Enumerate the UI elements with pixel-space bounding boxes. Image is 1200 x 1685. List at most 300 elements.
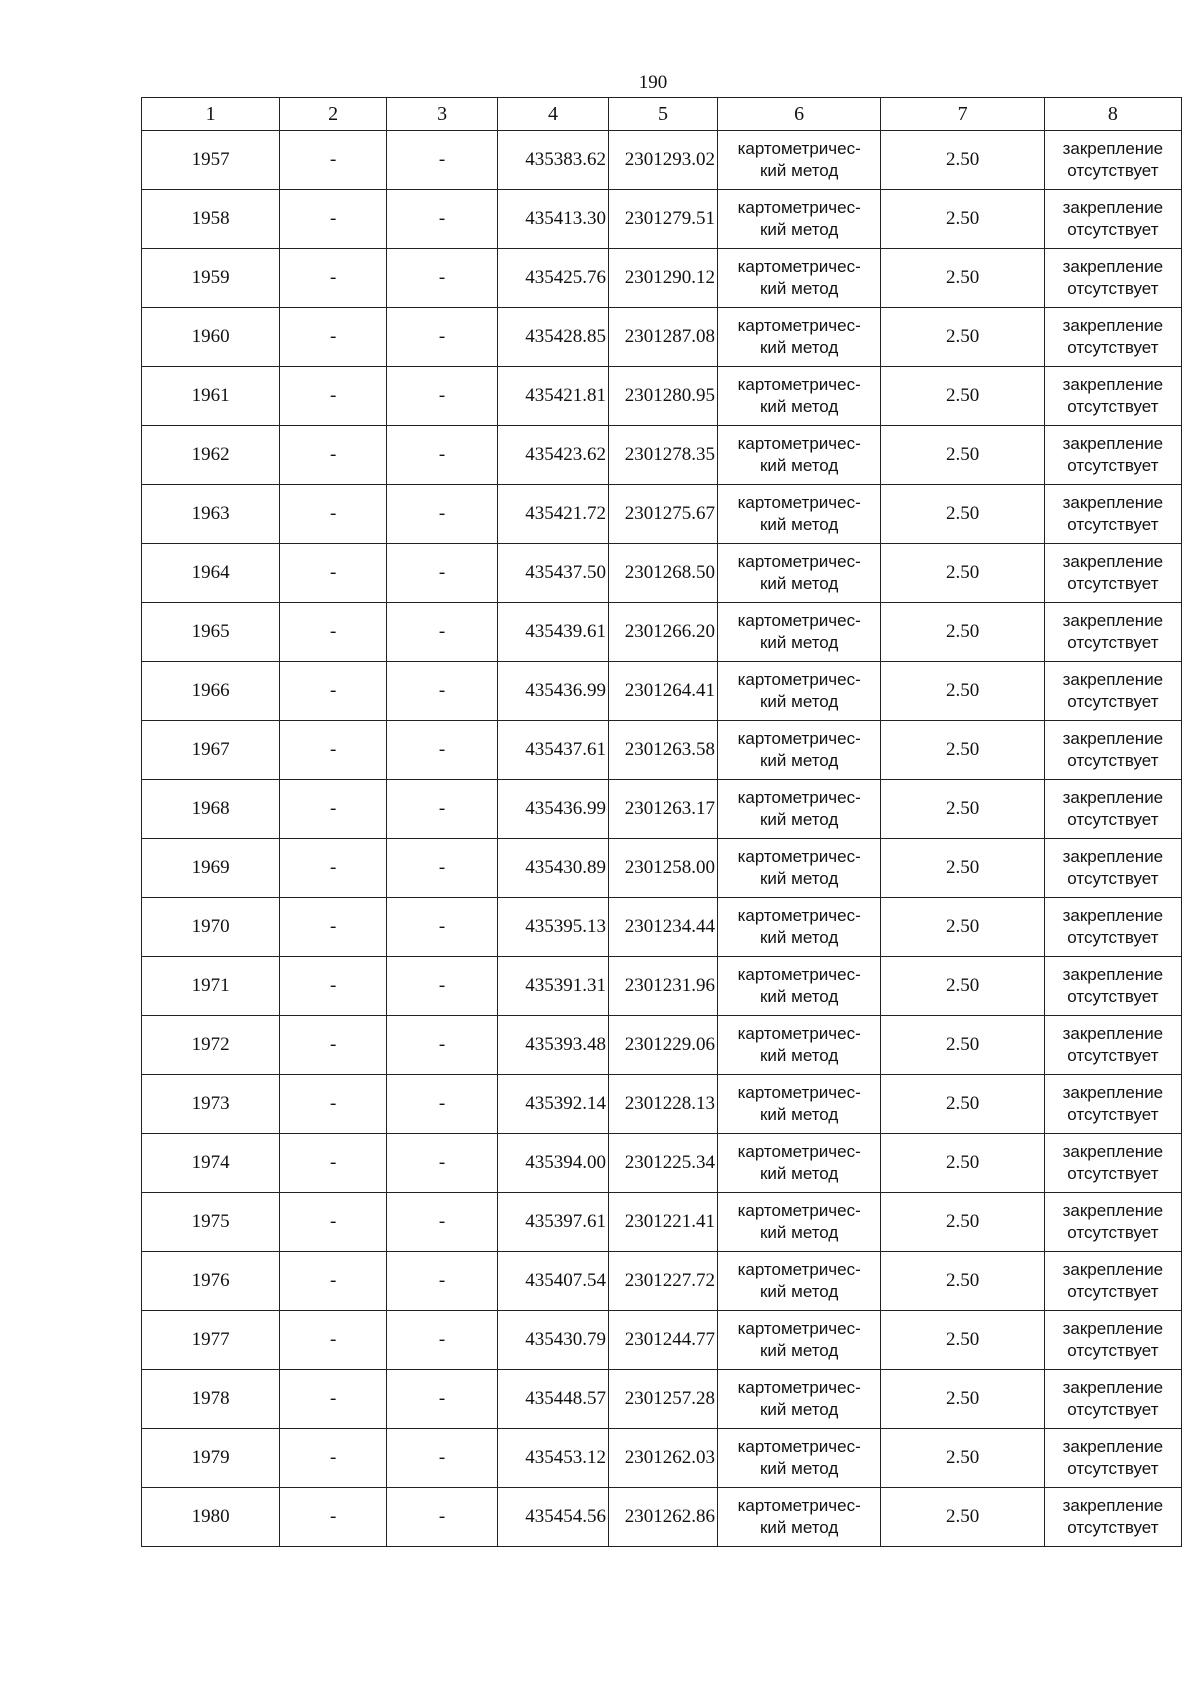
column-header: 2: [280, 98, 387, 131]
col2-cell: -: [280, 957, 387, 1016]
accuracy-cell: 2.50: [881, 603, 1044, 662]
y-coordinate: 2301244.77: [609, 1311, 718, 1370]
fixation-line-2: отсутствует: [1067, 869, 1159, 888]
method-cell: [717, 957, 880, 1016]
point-number: 1964: [142, 544, 280, 603]
col3-cell: -: [387, 367, 498, 426]
method-line-2: кий метод: [759, 869, 839, 888]
method-line-2: кий метод: [759, 279, 839, 298]
column-header: 7: [881, 98, 1044, 131]
accuracy-cell: 2.50: [881, 485, 1044, 544]
col2-cell: -: [280, 1311, 387, 1370]
table-row: [142, 308, 1182, 367]
method-line-2: кий метод: [759, 338, 839, 357]
y-coordinate: 2301225.34: [609, 1134, 718, 1193]
method-line-1: картометричес-: [737, 316, 861, 335]
fixation-cell: [1044, 1370, 1181, 1429]
table-row: [142, 485, 1182, 544]
method-cell: [717, 839, 880, 898]
col2-cell: -: [280, 898, 387, 957]
method-line-2: кий метод: [759, 574, 839, 593]
point-number: 1966: [142, 662, 280, 721]
x-coordinate: 435413.30: [498, 190, 609, 249]
fixation-cell: [1044, 1252, 1181, 1311]
point-number: 1974: [142, 1134, 280, 1193]
method-line-2: кий метод: [759, 1046, 839, 1065]
fixation-line-2: отсутствует: [1067, 1046, 1159, 1065]
fixation-line-2: отсутствует: [1067, 338, 1159, 357]
accuracy-cell: 2.50: [881, 1134, 1044, 1193]
y-coordinate: 2301264.41: [609, 662, 718, 721]
col2-cell: -: [280, 426, 387, 485]
fixation-line-1: закрепление: [1062, 316, 1164, 335]
method-line-1: картометричес-: [737, 1378, 861, 1397]
col2-cell: -: [280, 839, 387, 898]
table-row: [142, 1488, 1182, 1547]
table-row: [142, 662, 1182, 721]
y-coordinate: 2301290.12: [609, 249, 718, 308]
fixation-line-1: закрепление: [1062, 1083, 1164, 1102]
fixation-cell: [1044, 662, 1181, 721]
fixation-line-1: закрепление: [1062, 434, 1164, 453]
table-row: [142, 1429, 1182, 1488]
table-row: [142, 1252, 1182, 1311]
method-line-2: кий метод: [759, 1282, 839, 1301]
table-row: [142, 721, 1182, 780]
table-row: [142, 1311, 1182, 1370]
method-line-2: кий метод: [759, 1341, 839, 1360]
fixation-line-1: закрепление: [1062, 1142, 1164, 1161]
table-row: [142, 249, 1182, 308]
x-coordinate: 435430.79: [498, 1311, 609, 1370]
fixation-line-2: отсутствует: [1067, 1400, 1159, 1419]
accuracy-cell: 2.50: [881, 1311, 1044, 1370]
col2-cell: -: [280, 485, 387, 544]
column-header: 1: [142, 98, 280, 131]
table-body: [142, 131, 1182, 1547]
table-row: [142, 839, 1182, 898]
col2-cell: -: [280, 1075, 387, 1134]
x-coordinate: 435430.89: [498, 839, 609, 898]
method-cell: [717, 1252, 880, 1311]
fixation-line-2: отсутствует: [1067, 1518, 1159, 1537]
fixation-line-2: отсутствует: [1067, 810, 1159, 829]
col2-cell: -: [280, 1429, 387, 1488]
fixation-line-1: закрепление: [1062, 1319, 1164, 1338]
fixation-cell: [1044, 190, 1181, 249]
method-line-1: картометричес-: [737, 611, 861, 630]
point-number: 1970: [142, 898, 280, 957]
fixation-line-1: закрепление: [1062, 965, 1164, 984]
fixation-line-2: отсутствует: [1067, 1105, 1159, 1124]
fixation-line-1: закрепление: [1062, 729, 1164, 748]
col3-cell: -: [387, 1193, 498, 1252]
y-coordinate: 2301263.17: [609, 780, 718, 839]
point-number: 1967: [142, 721, 280, 780]
y-coordinate: 2301275.67: [609, 485, 718, 544]
accuracy-cell: 2.50: [881, 1488, 1044, 1547]
method-line-2: кий метод: [759, 928, 839, 947]
point-number: 1978: [142, 1370, 280, 1429]
method-line-1: картометричес-: [737, 1083, 861, 1102]
fixation-line-2: отсутствует: [1067, 1223, 1159, 1242]
x-coordinate: 435436.99: [498, 780, 609, 839]
col3-cell: -: [387, 308, 498, 367]
accuracy-cell: 2.50: [881, 957, 1044, 1016]
col2-cell: -: [280, 1193, 387, 1252]
y-coordinate: 2301258.00: [609, 839, 718, 898]
fixation-line-2: отсутствует: [1067, 633, 1159, 652]
fixation-line-2: отсутствует: [1067, 574, 1159, 593]
x-coordinate: 435397.61: [498, 1193, 609, 1252]
point-number: 1968: [142, 780, 280, 839]
col2-cell: -: [280, 190, 387, 249]
y-coordinate: 2301278.35: [609, 426, 718, 485]
column-header: 3: [387, 98, 498, 131]
fixation-cell: [1044, 131, 1181, 190]
accuracy-cell: 2.50: [881, 249, 1044, 308]
fixation-line-1: закрепление: [1062, 198, 1164, 217]
col3-cell: -: [387, 1370, 498, 1429]
method-cell: [717, 1311, 880, 1370]
fixation-cell: [1044, 839, 1181, 898]
method-line-2: кий метод: [759, 220, 839, 239]
accuracy-cell: 2.50: [881, 780, 1044, 839]
fixation-line-2: отсутствует: [1067, 161, 1159, 180]
method-line-1: картометричес-: [737, 1201, 861, 1220]
point-number: 1965: [142, 603, 280, 662]
method-cell: [717, 1134, 880, 1193]
method-line-1: картометричес-: [737, 139, 861, 158]
col3-cell: -: [387, 1252, 498, 1311]
method-cell: [717, 898, 880, 957]
y-coordinate: 2301234.44: [609, 898, 718, 957]
y-coordinate: 2301229.06: [609, 1016, 718, 1075]
method-line-2: кий метод: [759, 987, 839, 1006]
col2-cell: -: [280, 1370, 387, 1429]
fixation-cell: [1044, 544, 1181, 603]
col3-cell: -: [387, 249, 498, 308]
point-number: 1961: [142, 367, 280, 426]
fixation-line-2: отсутствует: [1067, 928, 1159, 947]
method-line-2: кий метод: [759, 456, 839, 475]
method-line-1: картометричес-: [737, 847, 861, 866]
col2-cell: -: [280, 603, 387, 662]
method-line-1: картометричес-: [737, 906, 861, 925]
fixation-line-1: закрепление: [1062, 1496, 1164, 1515]
x-coordinate: 435425.76: [498, 249, 609, 308]
fixation-cell: [1044, 957, 1181, 1016]
x-coordinate: 435437.50: [498, 544, 609, 603]
y-coordinate: 2301227.72: [609, 1252, 718, 1311]
method-cell: [717, 190, 880, 249]
method-line-2: кий метод: [759, 1518, 839, 1537]
fixation-line-2: отсутствует: [1067, 751, 1159, 770]
table-row: [142, 780, 1182, 839]
method-line-2: кий метод: [759, 1223, 839, 1242]
col2-cell: -: [280, 662, 387, 721]
col2-cell: -: [280, 721, 387, 780]
method-cell: [717, 544, 880, 603]
table-row: [142, 957, 1182, 1016]
point-number: 1960: [142, 308, 280, 367]
point-number: 1976: [142, 1252, 280, 1311]
fixation-line-1: закрепление: [1062, 139, 1164, 158]
column-header: 5: [609, 98, 718, 131]
method-cell: [717, 249, 880, 308]
accuracy-cell: 2.50: [881, 1429, 1044, 1488]
y-coordinate: 2301221.41: [609, 1193, 718, 1252]
col2-cell: -: [280, 367, 387, 426]
table-row: [142, 898, 1182, 957]
x-coordinate: 435448.57: [498, 1370, 609, 1429]
point-number: 1959: [142, 249, 280, 308]
col2-cell: -: [280, 544, 387, 603]
fixation-cell: [1044, 898, 1181, 957]
method-cell: [717, 426, 880, 485]
fixation-cell: [1044, 1134, 1181, 1193]
x-coordinate: 435407.54: [498, 1252, 609, 1311]
col3-cell: -: [387, 485, 498, 544]
method-line-2: кий метод: [759, 515, 839, 534]
fixation-cell: [1044, 721, 1181, 780]
page-number: 190: [638, 72, 668, 93]
y-coordinate: 2301287.08: [609, 308, 718, 367]
col3-cell: -: [387, 662, 498, 721]
y-coordinate: 2301262.03: [609, 1429, 718, 1488]
accuracy-cell: 2.50: [881, 367, 1044, 426]
method-cell: [717, 780, 880, 839]
method-cell: [717, 308, 880, 367]
fixation-cell: [1044, 603, 1181, 662]
col2-cell: -: [280, 131, 387, 190]
accuracy-cell: 2.50: [881, 1016, 1044, 1075]
fixation-line-2: отсутствует: [1067, 1341, 1159, 1360]
method-line-2: кий метод: [759, 1164, 839, 1183]
accuracy-cell: 2.50: [881, 898, 1044, 957]
fixation-line-2: отсутствует: [1067, 456, 1159, 475]
fixation-line-1: закрепление: [1062, 1201, 1164, 1220]
table-row: [142, 426, 1182, 485]
method-line-1: картометричес-: [737, 493, 861, 512]
method-line-1: картометричес-: [737, 965, 861, 984]
col3-cell: -: [387, 1016, 498, 1075]
method-line-1: картометричес-: [737, 1437, 861, 1456]
method-line-1: картометричес-: [737, 670, 861, 689]
accuracy-cell: 2.50: [881, 1252, 1044, 1311]
point-number: 1973: [142, 1075, 280, 1134]
accuracy-cell: 2.50: [881, 662, 1044, 721]
fixation-cell: [1044, 780, 1181, 839]
method-line-1: картометричес-: [737, 729, 861, 748]
column-header: 8: [1044, 98, 1181, 131]
x-coordinate: 435428.85: [498, 308, 609, 367]
fixation-cell: [1044, 1429, 1181, 1488]
col3-cell: -: [387, 603, 498, 662]
fixation-line-1: закрепление: [1062, 1024, 1164, 1043]
point-number: 1958: [142, 190, 280, 249]
col3-cell: -: [387, 721, 498, 780]
accuracy-cell: 2.50: [881, 131, 1044, 190]
table-row: [142, 367, 1182, 426]
x-coordinate: 435395.13: [498, 898, 609, 957]
table-row: [142, 1075, 1182, 1134]
col3-cell: -: [387, 1075, 498, 1134]
table-row: [142, 1016, 1182, 1075]
method-line-2: кий метод: [759, 810, 839, 829]
fixation-cell: [1044, 426, 1181, 485]
point-number: 1979: [142, 1429, 280, 1488]
fixation-line-2: отсутствует: [1067, 1282, 1159, 1301]
accuracy-cell: 2.50: [881, 721, 1044, 780]
fixation-cell: [1044, 249, 1181, 308]
point-number: 1977: [142, 1311, 280, 1370]
method-cell: [717, 1075, 880, 1134]
method-line-1: картометричес-: [737, 1496, 861, 1515]
method-line-1: картометричес-: [737, 552, 861, 571]
fixation-cell: [1044, 485, 1181, 544]
column-header: 4: [498, 98, 609, 131]
y-coordinate: 2301262.86: [609, 1488, 718, 1547]
fixation-line-1: закрепление: [1062, 847, 1164, 866]
y-coordinate: 2301257.28: [609, 1370, 718, 1429]
x-coordinate: 435394.00: [498, 1134, 609, 1193]
col3-cell: -: [387, 131, 498, 190]
method-cell: [717, 1488, 880, 1547]
y-coordinate: 2301268.50: [609, 544, 718, 603]
accuracy-cell: 2.50: [881, 1193, 1044, 1252]
fixation-line-2: отсутствует: [1067, 692, 1159, 711]
x-coordinate: 435421.72: [498, 485, 609, 544]
point-number: 1975: [142, 1193, 280, 1252]
point-number: 1971: [142, 957, 280, 1016]
method-cell: [717, 1016, 880, 1075]
col2-cell: -: [280, 1488, 387, 1547]
method-cell: [717, 1370, 880, 1429]
y-coordinate: 2301263.58: [609, 721, 718, 780]
y-coordinate: 2301266.20: [609, 603, 718, 662]
fixation-line-1: закрепление: [1062, 788, 1164, 807]
method-line-1: картометричес-: [737, 257, 861, 276]
col3-cell: -: [387, 1134, 498, 1193]
x-coordinate: 435454.56: [498, 1488, 609, 1547]
accuracy-cell: 2.50: [881, 1370, 1044, 1429]
fixation-cell: [1044, 1193, 1181, 1252]
fixation-line-1: закрепление: [1062, 493, 1164, 512]
method-cell: [717, 662, 880, 721]
table-row: [142, 1193, 1182, 1252]
method-line-1: картометричес-: [737, 788, 861, 807]
table-row: [142, 131, 1182, 190]
col2-cell: -: [280, 1252, 387, 1311]
table-row: [142, 544, 1182, 603]
method-line-1: картометричес-: [737, 1142, 861, 1161]
accuracy-cell: 2.50: [881, 544, 1044, 603]
table-row: [142, 1134, 1182, 1193]
col3-cell: -: [387, 426, 498, 485]
col3-cell: -: [387, 898, 498, 957]
fixation-line-2: отсутствует: [1067, 1459, 1159, 1478]
x-coordinate: 435437.61: [498, 721, 609, 780]
point-number: 1963: [142, 485, 280, 544]
method-line-2: кий метод: [759, 161, 839, 180]
col3-cell: -: [387, 190, 498, 249]
accuracy-cell: 2.50: [881, 190, 1044, 249]
col3-cell: -: [387, 1429, 498, 1488]
y-coordinate: 2301279.51: [609, 190, 718, 249]
method-line-2: кий метод: [759, 397, 839, 416]
method-line-2: кий метод: [759, 633, 839, 652]
coordinates-table: [141, 97, 1182, 1547]
method-line-1: картометричес-: [737, 1260, 861, 1279]
method-line-1: картометричес-: [737, 375, 861, 394]
method-line-2: кий метод: [759, 1459, 839, 1478]
fixation-line-2: отсутствует: [1067, 397, 1159, 416]
x-coordinate: 435392.14: [498, 1075, 609, 1134]
col2-cell: -: [280, 1134, 387, 1193]
method-cell: [717, 485, 880, 544]
fixation-line-1: закрепление: [1062, 257, 1164, 276]
point-number: 1972: [142, 1016, 280, 1075]
col3-cell: -: [387, 780, 498, 839]
fixation-cell: [1044, 1016, 1181, 1075]
x-coordinate: 435383.62: [498, 131, 609, 190]
x-coordinate: 435391.31: [498, 957, 609, 1016]
fixation-line-1: закрепление: [1062, 1378, 1164, 1397]
x-coordinate: 435423.62: [498, 426, 609, 485]
col2-cell: -: [280, 1016, 387, 1075]
fixation-cell: [1044, 308, 1181, 367]
fixation-line-1: закрепление: [1062, 1437, 1164, 1456]
method-line-2: кий метод: [759, 692, 839, 711]
method-cell: [717, 367, 880, 426]
method-cell: [717, 1193, 880, 1252]
method-line-1: картометричес-: [737, 1319, 861, 1338]
col3-cell: -: [387, 839, 498, 898]
col2-cell: -: [280, 780, 387, 839]
fixation-line-1: закрепление: [1062, 906, 1164, 925]
x-coordinate: 435436.99: [498, 662, 609, 721]
col3-cell: -: [387, 957, 498, 1016]
col2-cell: -: [280, 308, 387, 367]
accuracy-cell: 2.50: [881, 308, 1044, 367]
method-cell: [717, 131, 880, 190]
method-line-1: картометричес-: [737, 434, 861, 453]
method-line-2: кий метод: [759, 1105, 839, 1124]
fixation-cell: [1044, 367, 1181, 426]
col3-cell: -: [387, 1311, 498, 1370]
fixation-line-2: отсутствует: [1067, 515, 1159, 534]
x-coordinate: 435421.81: [498, 367, 609, 426]
fixation-line-1: закрепление: [1062, 611, 1164, 630]
method-line-1: картометричес-: [737, 1024, 861, 1043]
table-row: [142, 1370, 1182, 1429]
col2-cell: -: [280, 249, 387, 308]
y-coordinate: 2301228.13: [609, 1075, 718, 1134]
accuracy-cell: 2.50: [881, 426, 1044, 485]
fixation-line-1: закрепление: [1062, 670, 1164, 689]
fixation-cell: [1044, 1311, 1181, 1370]
point-number: 1957: [142, 131, 280, 190]
method-line-2: кий метод: [759, 1400, 839, 1419]
y-coordinate: 2301293.02: [609, 131, 718, 190]
method-cell: [717, 721, 880, 780]
x-coordinate: 435393.48: [498, 1016, 609, 1075]
fixation-line-1: закрепление: [1062, 375, 1164, 394]
accuracy-cell: 2.50: [881, 839, 1044, 898]
fixation-line-2: отсутствует: [1067, 1164, 1159, 1183]
fixation-line-2: отсутствует: [1067, 987, 1159, 1006]
